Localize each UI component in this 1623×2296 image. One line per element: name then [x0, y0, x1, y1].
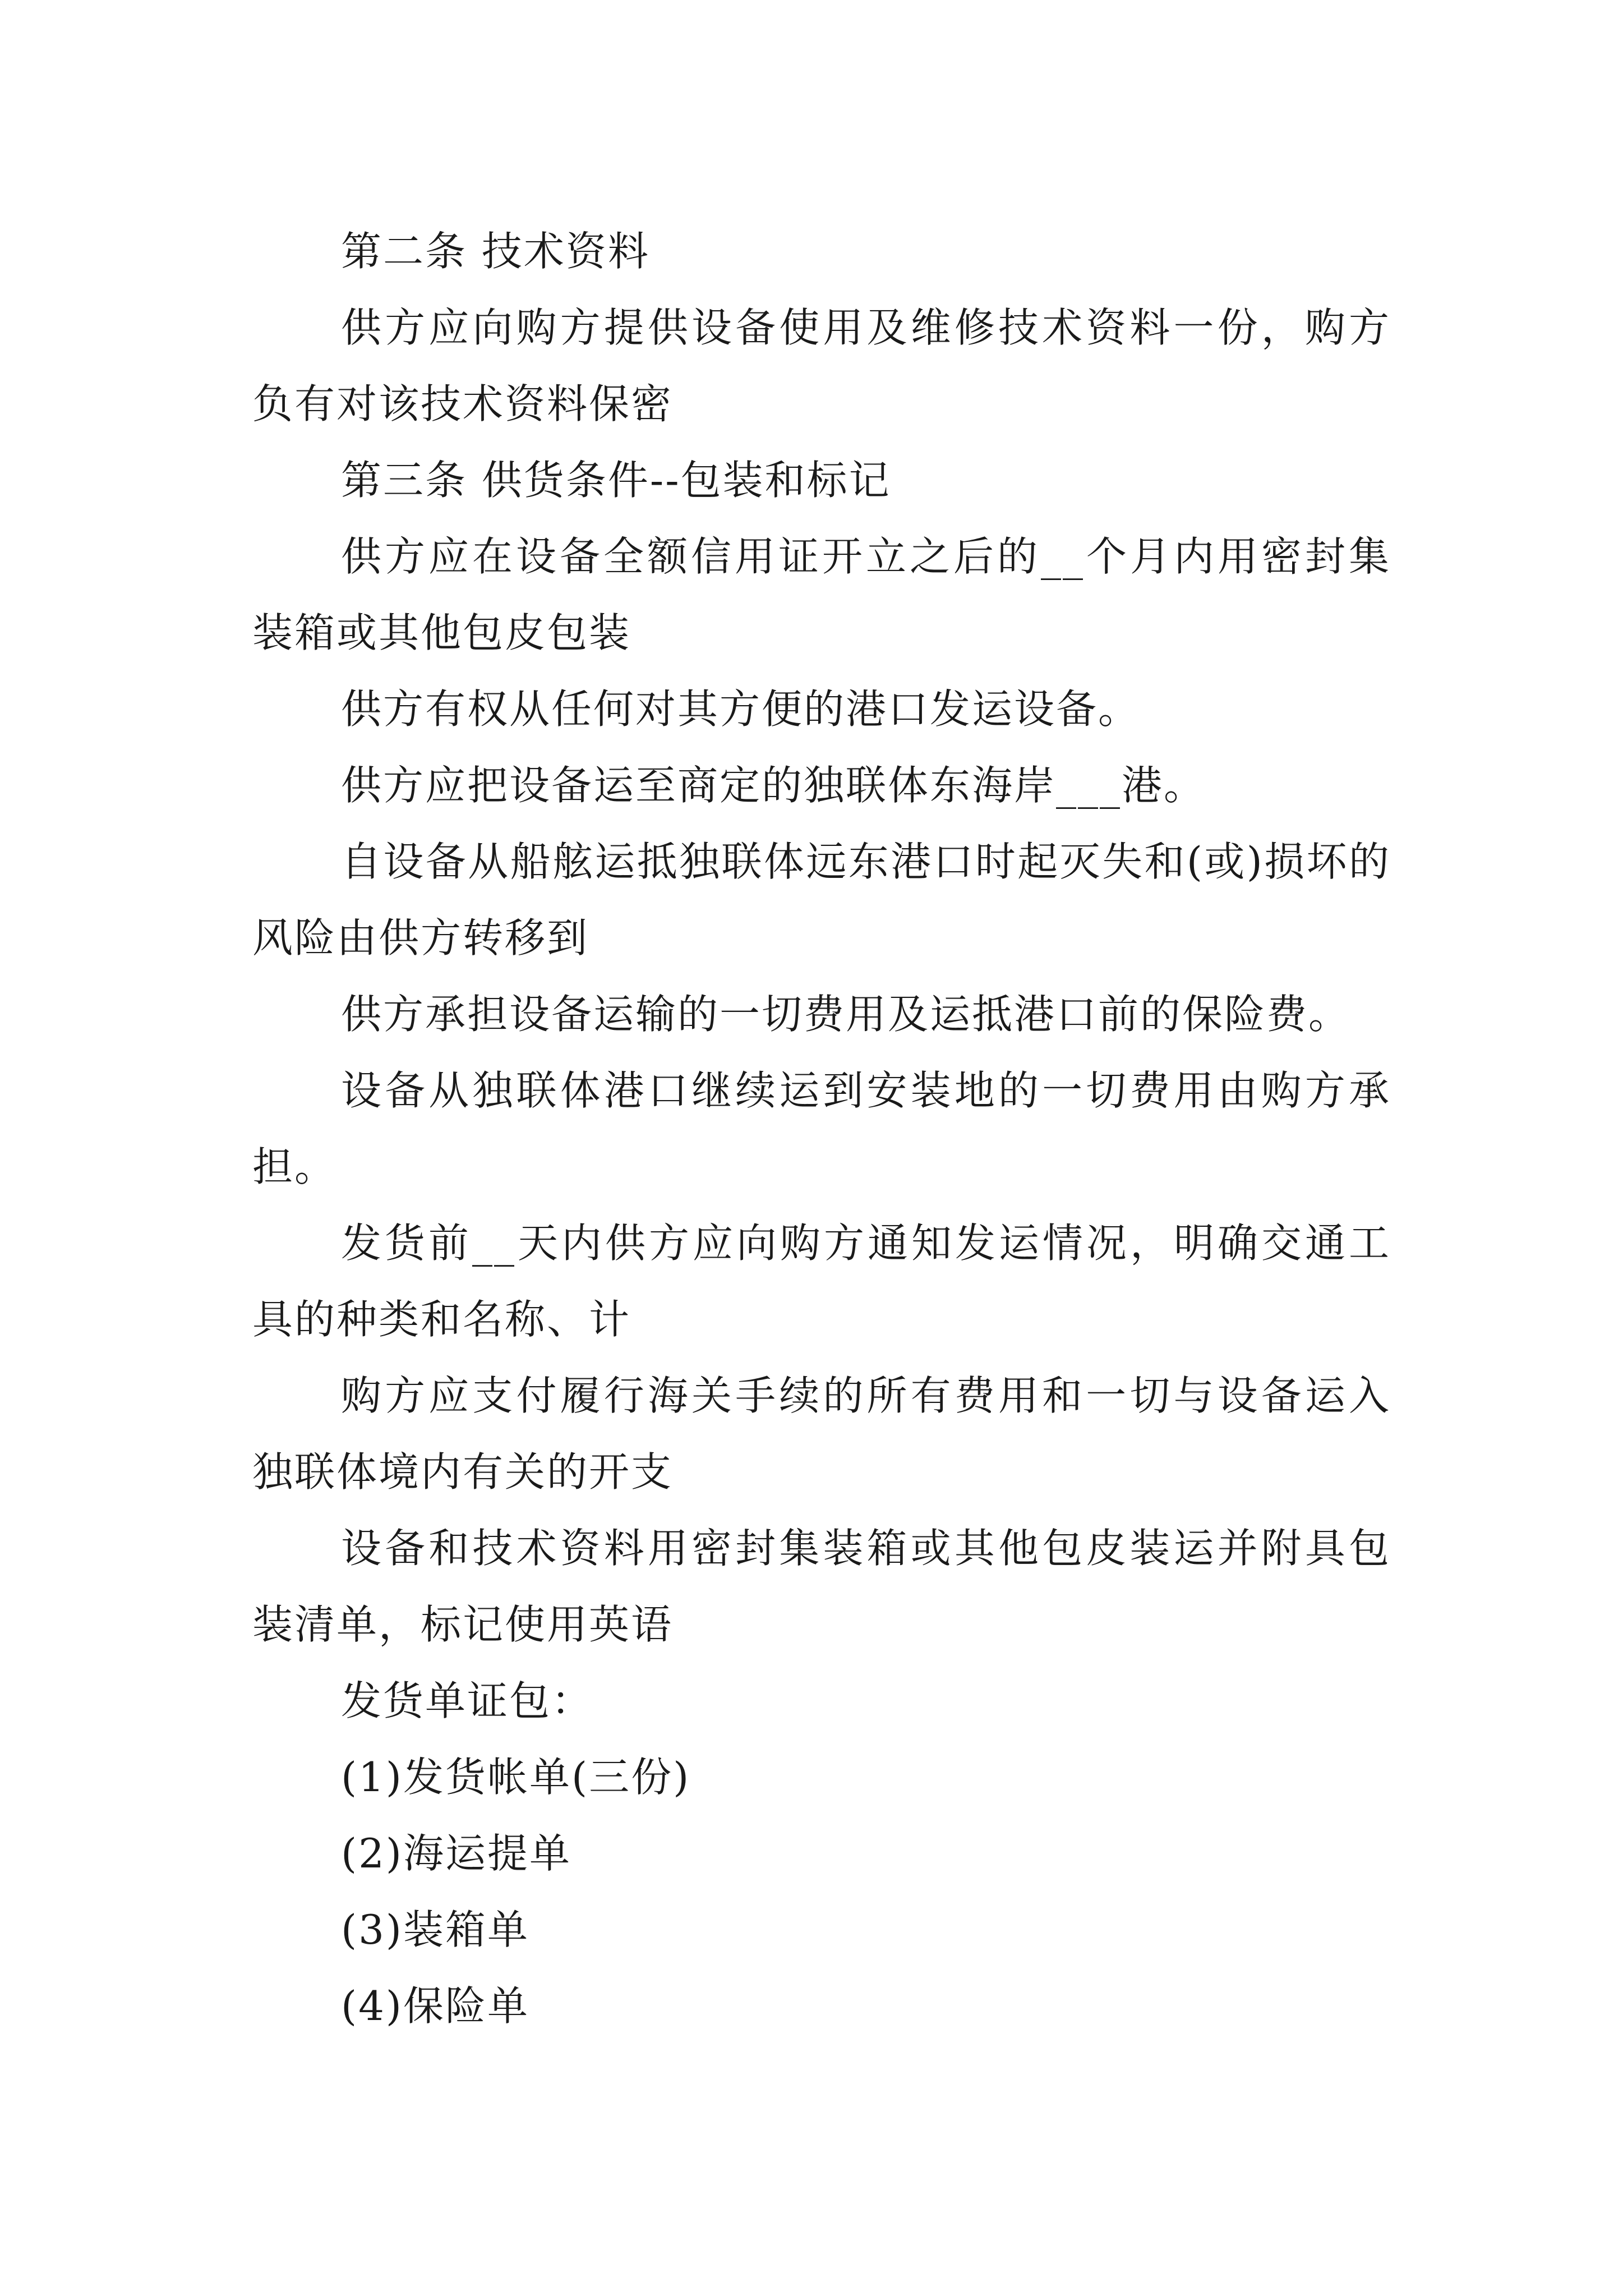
paragraph: 供方应向购方提供设备使用及维修技术资料一份，购方负有对该技术资料保密 — [252, 304, 1391, 427]
list-item: (1)发货帐单(三份) — [341, 1754, 691, 1801]
paragraph: 供方应把设备运至商定的独联体东海岸___港。 — [341, 762, 1206, 809]
paragraph: 设备从独联体港口继续运到安装地的一切费用由购方承担。 — [252, 1067, 1391, 1190]
section-heading-delivery-conditions: 第三条 供货条件--包装和标记 — [341, 457, 891, 504]
shipping-documents-heading: 发货单证包： — [341, 1677, 594, 1724]
paragraph: 购方应支付履行海关手续的所有费用和一切与设备运入独联体境内有关的开支 — [252, 1372, 1391, 1496]
section-heading-technical-documents: 第二条 技术资料 — [341, 228, 650, 275]
paragraph: 自设备从船舷运抵独联体远东港口时起灭失和(或)损坏的风险由供方转移到 — [252, 838, 1391, 961]
paragraph: 供方应在设备全额信用证开立之后的__个月内用密封集装箱或其他包皮包装 — [252, 533, 1391, 656]
paragraph: 设备和技术资料用密封集装箱或其他包皮装运并附具包装清单，标记使用英语 — [252, 1525, 1391, 1648]
list-item: (3)装箱单 — [341, 1906, 529, 1953]
list-item: (2)海运提单 — [341, 1830, 571, 1877]
list-item: (4)保险单 — [341, 1982, 529, 2030]
document-body — [252, 213, 1391, 2044]
paragraph: 发货前__天内供方应向购方通知发运情况，明确交通工具的种类和名称、计 — [252, 1220, 1391, 1343]
paragraph: 供方有权从任何对其方便的港口发运设备。 — [341, 685, 1141, 733]
paragraph: 供方承担设备运输的一切费用及运抵港口前的保险费。 — [341, 991, 1351, 1038]
